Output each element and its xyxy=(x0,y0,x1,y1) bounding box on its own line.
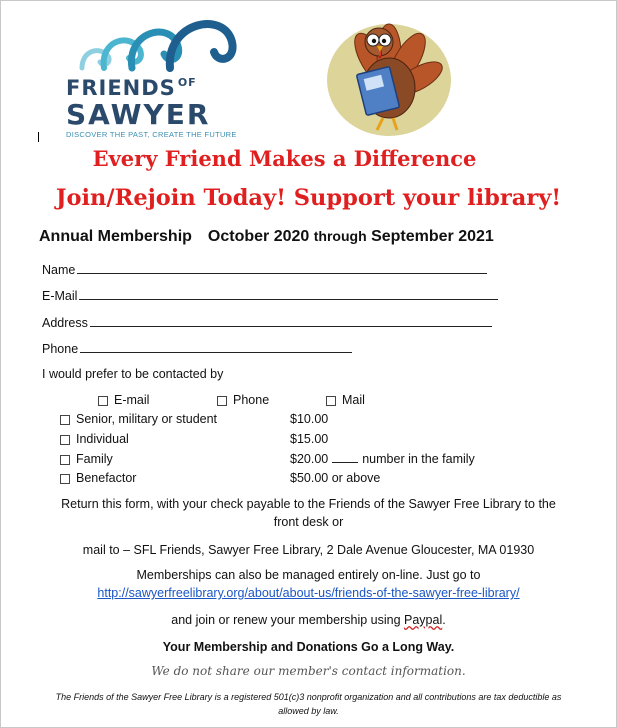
mail-address: mail to – SFL Friends, Sawyer Free Library, 2 Dale Avenue Gloucester, MA 01930 xyxy=(82,543,535,557)
address-line[interactable] xyxy=(90,314,492,327)
paypal-word: Paypal xyxy=(404,613,443,627)
contact-option-mail[interactable]: Mail xyxy=(326,393,365,407)
phone-field[interactable]: Phone xyxy=(42,340,352,356)
return-instructions-line2: front desk or xyxy=(273,515,344,529)
nonprofit-disclaimer: The Friends of the Sawyer Free Library is a registered 501(c)3 nonprofit organization and all contributions are tax deductible as allowed by law. xyxy=(55,692,562,716)
return-instructions-line1: Return this form, with your check payable to the Friends of the Sawyer Free Library to the xyxy=(61,497,556,511)
checkbox[interactable] xyxy=(326,396,336,406)
checkbox[interactable] xyxy=(60,415,70,425)
checkbox[interactable] xyxy=(217,396,227,406)
tier-senior[interactable]: Senior, military or student xyxy=(60,412,217,426)
tier-price: $15.00 xyxy=(290,432,329,446)
phone-line[interactable] xyxy=(80,340,352,353)
friends-of-sawyer-logo xyxy=(60,10,235,140)
contact-option-email[interactable]: E-mail xyxy=(98,393,149,407)
email-line[interactable] xyxy=(79,287,498,300)
checkbox[interactable] xyxy=(60,455,70,465)
tier-family-price: $20.00 number in the family xyxy=(290,452,475,466)
tier-price: $50.00 or above xyxy=(290,471,381,485)
join-line: and join or renew your membership using Paypal. xyxy=(171,613,446,627)
privacy-note: We do not share our member's contact information. xyxy=(151,664,466,678)
membership-period: Annual Membership October 2020 through September 2021 xyxy=(39,228,494,245)
name-field[interactable]: Name xyxy=(42,261,487,277)
checkbox[interactable] xyxy=(60,474,70,484)
online-note: Memberships can also be managed entirely on-line. Just go to xyxy=(136,568,481,582)
contact-preference-prompt: I would prefer to be contacted by xyxy=(42,367,224,381)
waves-icon xyxy=(74,10,239,76)
library-website-link[interactable]: http://sawyerfreelibrary.org/about/about-us/friends-of-the-sawyer-free-library/ xyxy=(97,586,520,600)
email-field[interactable]: E-Mail xyxy=(42,287,498,303)
text-cursor xyxy=(38,132,39,142)
turkey-reading-icon xyxy=(323,18,453,136)
checkbox[interactable] xyxy=(60,435,70,445)
contact-option-phone[interactable]: Phone xyxy=(217,393,269,407)
logo-sawyer-text: SAWYER xyxy=(66,98,211,131)
tier-family[interactable]: Family xyxy=(60,452,113,466)
tier-price: $10.00 xyxy=(290,412,329,426)
website-line xyxy=(20,586,597,600)
tier-individual[interactable]: Individual xyxy=(60,432,129,446)
headline: Every Friend Makes a Difference xyxy=(92,146,477,171)
subheadline: Join/Rejoin Today! Support your library! xyxy=(55,185,562,211)
logo-friends-text: FRIENDS $^{OF}$ xyxy=(66,76,197,100)
tier-benefactor[interactable]: Benefactor xyxy=(60,471,136,485)
logo-tagline: DISCOVER THE PAST, CREATE THE FUTURE xyxy=(66,130,237,139)
name-line[interactable] xyxy=(77,261,487,274)
family-count-line[interactable] xyxy=(332,452,358,463)
address-field[interactable]: Address xyxy=(42,314,492,330)
checkbox[interactable] xyxy=(98,396,108,406)
long-way-note: Your Membership and Donations Go a Long Way. xyxy=(162,640,455,654)
